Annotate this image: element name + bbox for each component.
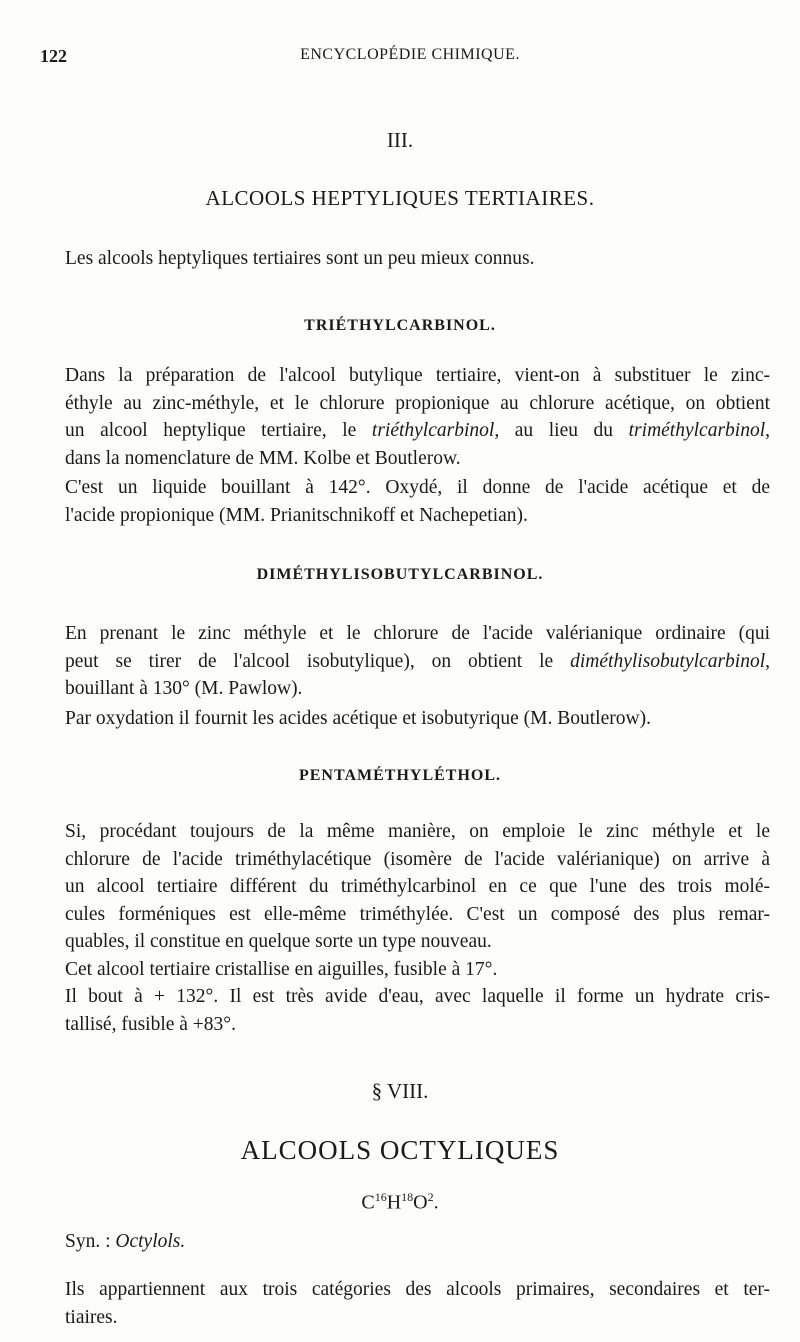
synonym-label: Syn. : [65, 1231, 116, 1252]
text-line: Par oxydation il fournit les acides acétique et isobutyrique (M. Boutlerow). [65, 708, 651, 729]
formula-count: 18 [401, 1190, 414, 1204]
final-paragraph [65, 1276, 770, 1331]
text-line: Les alcools heptyliques tertiaires sont un peu mieux connus. [65, 248, 535, 269]
formula-end: . [433, 1191, 439, 1214]
text-segment: un alcool heptylique tertiaire, le [65, 420, 372, 441]
text-line: tiaires. [65, 1306, 118, 1328]
text-line: dans la nomenclature de MM. Kolbe et Boutlerow. [65, 447, 461, 469]
text-line: C'est un liquide bouillant à 142°. Oxydé, il donne de l'acide acétique et de [65, 477, 770, 498]
dimethyl-paragraph-1 [65, 620, 770, 703]
text-segment: , [765, 650, 770, 672]
pentamethyl-paragraph-2 [65, 956, 770, 984]
text-line: Si, procédant toujours de la même manière, on emploie le zinc méthyle et le [65, 821, 770, 842]
italic-term: diméthylisobutylcarbinol [570, 650, 766, 672]
chapter-mark: § VIII. [371, 1079, 429, 1103]
formula-count: 2 [427, 1190, 434, 1204]
text-line: cules forméniques est elle-même triméthylée. C'est un composé des plus remar- [65, 903, 770, 925]
molecular-formula [40, 1190, 760, 1215]
italic-term: triméthylcarbinol [628, 420, 766, 441]
synonym-line [65, 1228, 770, 1256]
text-line [65, 417, 770, 445]
pentamethyl-paragraph-1 [65, 818, 770, 956]
text-line: éthyle au zinc-méthyle, et le chlorure propionique au chlorure acétique, on obtient [65, 392, 770, 414]
section-roman-numeral: III. [386, 128, 414, 152]
section-title: ALCOOLS HEPTYLIQUES TERTIAIRES. [205, 186, 595, 210]
running-title: ENCYCLOPÉDIE CHIMIQUE. [300, 46, 520, 63]
text-segment: peut se tirer de l'alcool isobutylique), on obtient le [65, 650, 571, 672]
triethyl-paragraph-2 [65, 474, 770, 529]
text-line: un alcool tertiaire différent du triméthylcarbinol en ce que l'une des trois molé- [65, 876, 770, 897]
text-line: bouillant à 130° (M. Pawlow). [65, 678, 303, 699]
formula-element: H [386, 1191, 402, 1214]
formula-count: 16 [374, 1190, 387, 1204]
text-line: Cet alcool tertiaire cristallise en aiguilles, fusible à 17°. [65, 959, 498, 980]
text-line: chlorure de l'acide triméthylacétique (isomère de l'acide valérianique) on arrive à [65, 848, 770, 870]
text-segment: , au lieu du [494, 420, 629, 441]
triethyl-paragraph-1 [65, 362, 770, 472]
pentamethyl-paragraph-3 [65, 983, 770, 1038]
text-line: Ils appartiennent aux trois catégories des alcools primaires, secondaires et ter- [65, 1279, 770, 1300]
page-number: 122 [40, 46, 67, 66]
formula-element: C [361, 1191, 375, 1214]
chapter-title: ALCOOLS OCTYLIQUES [240, 1135, 560, 1165]
text-line: quables, il constitue en quelque sorte un type nouveau. [65, 931, 492, 952]
text-line [65, 648, 770, 676]
compound-heading-dimethylisobutylcarbinol: DIMÉTHYLISOBUTYLCARBINOL. [256, 566, 544, 583]
compound-heading-pentamethylethol: PENTAMÉTHYLÉTHOL. [298, 767, 502, 784]
intro-paragraph [65, 245, 770, 273]
text-line: tallisé, fusible à +83°. [65, 1013, 236, 1035]
text-line: Il bout à + 132°. Il est très avide d'eau, avec laquelle il forme un hydrate cris- [65, 986, 770, 1007]
synonym-value: Octylols. [115, 1231, 186, 1252]
text-line: En prenant le zinc méthyle et le chlorure de l'acide valérianique ordinaire (qui [65, 623, 770, 644]
formula-element: O [413, 1191, 428, 1214]
italic-term: triéthylcarbinol [371, 420, 495, 441]
text-segment: , [765, 420, 770, 441]
text-line: Dans la préparation de l'alcool butylique tertiaire, vient-on à substituer le zinc- [65, 365, 770, 386]
compound-heading-triethylcarbinol: TRIÉTHYLCARBINOL. [304, 317, 496, 334]
running-header [40, 46, 760, 70]
dimethyl-paragraph-2 [65, 705, 770, 733]
text-line: l'acide propionique (MM. Prianitschnikoff et Nachepetian). [65, 504, 528, 526]
